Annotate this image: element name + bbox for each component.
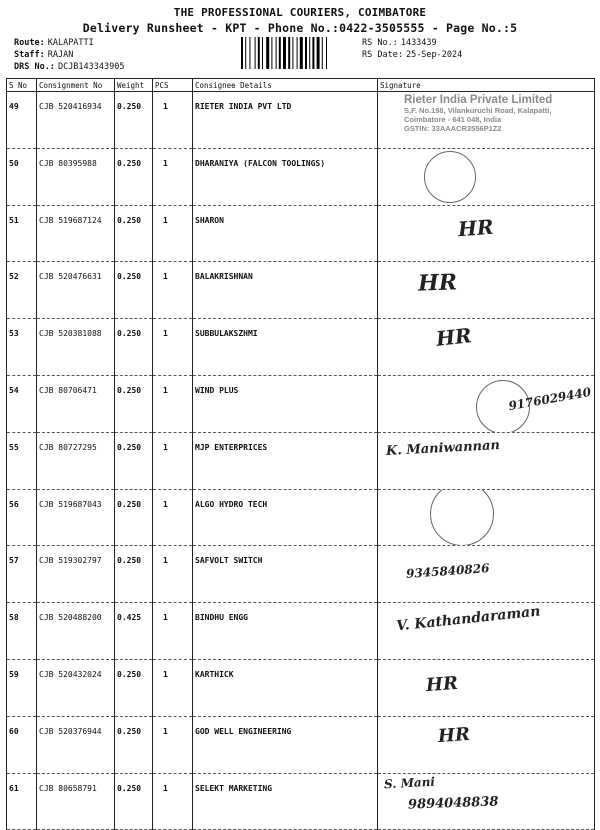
cell-pcs: 1 — [153, 262, 193, 319]
route-value: KALAPATTI — [47, 38, 94, 48]
handwritten-phone: 9894048838 — [407, 793, 499, 813]
cell-consignee: SHARON — [193, 205, 378, 262]
cell-consignee: SUBBULAKSZHMI — [193, 319, 378, 376]
col-header-consignee: Consignee Details — [193, 79, 378, 92]
rs-date-value: 25-Sep-2024 — [405, 50, 463, 60]
rs-date-line — [362, 50, 462, 60]
cell-weight: 0.250 — [115, 432, 153, 489]
cell-consignment: CJB 80658791 — [37, 773, 115, 830]
cell-consignee: ALGO HYDRO TECH — [193, 489, 378, 546]
col-header-consignment: Consignment No — [37, 79, 115, 92]
handwritten-signature: K. Maniwannan — [385, 437, 501, 459]
col-header-sno: S No — [7, 79, 37, 92]
cell-consignee: SAFVOLT SWITCH — [193, 546, 378, 603]
company-title: THE PROFESSIONAL COURIERS, COIMBATORE — [173, 6, 427, 19]
cell-consignment: CJB 520381088 — [37, 319, 115, 376]
cell-signature — [378, 659, 595, 716]
barcode-bar — [305, 37, 307, 69]
drs-line — [14, 62, 124, 72]
barcode-bar — [241, 37, 243, 69]
cell-sno: 57 — [7, 546, 37, 603]
cell-sno: 54 — [7, 375, 37, 432]
barcode-bar — [326, 37, 327, 69]
cell-pcs: 1 — [153, 375, 193, 432]
cell-consignee: RIETER INDIA PVT LTD — [193, 92, 378, 149]
cell-pcs: 1 — [153, 489, 193, 546]
barcode-bar — [312, 37, 314, 69]
table-row — [7, 375, 595, 432]
table-row — [7, 489, 595, 546]
cell-consignment: CJB 80706471 — [37, 375, 115, 432]
table-row — [7, 92, 595, 149]
rs-date-label: RS Date: — [362, 50, 403, 60]
cell-sno: 60 — [7, 716, 37, 773]
route-label: Route: — [14, 38, 45, 48]
cell-weight: 0.250 — [115, 148, 153, 205]
handwritten-signature: S. Mani — [383, 774, 436, 791]
cell-signature — [378, 148, 595, 205]
cell-consignment: CJB 520416934 — [37, 92, 115, 149]
barcode-bar — [309, 37, 310, 69]
cell-weight: 0.250 — [115, 319, 153, 376]
cell-consignment: CJB 519687043 — [37, 489, 115, 546]
cell-sno: 53 — [7, 319, 37, 376]
rieter-stamp-line1: S.F. No.198, Vilankuruchi Road, Kalapatti, — [404, 106, 552, 115]
handwritten-signature: V. Kathandaraman — [395, 603, 542, 635]
barcode-bar — [258, 37, 260, 69]
cell-consignee: KARTHICK — [193, 659, 378, 716]
barcode-bar — [283, 37, 286, 69]
cell-consignment: CJB 520476631 — [37, 262, 115, 319]
cell-signature — [378, 489, 595, 546]
cell-weight: 0.250 — [115, 205, 153, 262]
table-row — [7, 546, 595, 603]
cell-consignee: GOD WELL ENGINEERING — [193, 716, 378, 773]
cell-sno: 59 — [7, 659, 37, 716]
col-header-pcs: PCS — [153, 79, 193, 92]
cell-signature — [378, 319, 595, 376]
table-row — [7, 603, 595, 660]
barcode-bar — [288, 37, 290, 69]
staff-line — [14, 50, 73, 60]
cell-consignment: CJB 520432024 — [37, 659, 115, 716]
cell-signature — [378, 432, 595, 489]
table-row — [7, 262, 595, 319]
barcode-bar — [245, 37, 246, 69]
staff-label: Staff: — [14, 50, 45, 60]
cell-consignee: SELEKT MARKETING — [193, 773, 378, 830]
cell-weight: 0.250 — [115, 489, 153, 546]
company-seal — [424, 151, 476, 203]
table-row — [7, 432, 595, 489]
cell-sno: 49 — [7, 92, 37, 149]
barcode-bar — [276, 37, 277, 69]
cell-consignment: CJB 519687124 — [37, 205, 115, 262]
cell-signature — [378, 716, 595, 773]
barcode-bar — [255, 37, 256, 69]
cell-consignee: MJP ENTERPRICES — [193, 432, 378, 489]
cell-signature — [378, 262, 595, 319]
cell-sno: 52 — [7, 262, 37, 319]
cell-pcs: 1 — [153, 205, 193, 262]
cell-consignment: CJB 520488200 — [37, 603, 115, 660]
cell-consignee: BALAKRISHNAN — [193, 262, 378, 319]
cell-pcs: 1 — [153, 546, 193, 603]
cell-signature — [378, 773, 595, 830]
table-header-row — [7, 79, 595, 92]
cell-consignment: CJB 80727295 — [37, 432, 115, 489]
barcode-bar — [300, 37, 303, 69]
cell-sno: 55 — [7, 432, 37, 489]
rieter-stamp-line3: GSTIN: 33AAACR3556P1Z2 — [404, 124, 502, 133]
cell-consignee: BINDHU ENGG — [193, 603, 378, 660]
cell-sno: 56 — [7, 489, 37, 546]
handwritten-phone: 9345840826 — [405, 561, 490, 582]
rieter-stamp-name: Rieter India Private Limited — [404, 94, 553, 106]
table-row — [7, 148, 595, 205]
handwritten-signature: HR — [417, 269, 458, 298]
cell-consignee: WIND PLUS — [193, 375, 378, 432]
cell-weight: 0.425 — [115, 603, 153, 660]
drs-label: DRS No.: — [14, 62, 55, 72]
rieter-stamp-line2: Coimbatore - 641 048, India — [404, 115, 502, 124]
cell-signature — [378, 205, 595, 262]
handwritten-phone: 9176029440 — [507, 384, 593, 414]
rs-no-value: 1433439 — [400, 38, 437, 48]
cell-sno: 58 — [7, 603, 37, 660]
rs-no-label: RS No.: — [362, 38, 398, 48]
cell-sno: 50 — [7, 148, 37, 205]
handwritten-signature: HR — [457, 214, 495, 241]
cell-pcs: 1 — [153, 773, 193, 830]
cell-consignee: DHARANIYA (FALCON TOOLINGS) — [193, 148, 378, 205]
cell-weight: 0.250 — [115, 92, 153, 149]
rs-no-line — [362, 38, 437, 48]
barcode-bar — [297, 37, 298, 69]
cell-consignment: CJB 80395988 — [37, 148, 115, 205]
cell-signature — [378, 92, 595, 149]
cell-weight: 0.250 — [115, 546, 153, 603]
table-row — [7, 659, 595, 716]
col-header-weight: Weight — [115, 79, 153, 92]
barcode-bar — [322, 37, 323, 69]
handwritten-signature: HR — [434, 323, 473, 351]
cell-weight: 0.250 — [115, 262, 153, 319]
handwritten-signature: HR — [437, 723, 471, 747]
table-row — [7, 319, 595, 376]
staff-value: RAJAN — [47, 50, 74, 60]
cell-signature — [378, 375, 595, 432]
cell-pcs: 1 — [153, 716, 193, 773]
table-row — [7, 716, 595, 773]
table-row — [7, 205, 595, 262]
cell-sno: 51 — [7, 205, 37, 262]
barcode — [240, 37, 352, 69]
runsheet-subtitle: Delivery Runsheet - KPT - Phone No.:0422-3505555 - Page No.:5 — [82, 21, 518, 35]
cell-pcs: 1 — [153, 432, 193, 489]
cell-signature — [378, 546, 595, 603]
barcode-bar — [271, 37, 272, 69]
cell-pcs: 1 — [153, 659, 193, 716]
cell-weight: 0.250 — [115, 375, 153, 432]
cell-weight: 0.250 — [115, 659, 153, 716]
barcode-bar — [249, 37, 250, 69]
route-line — [14, 38, 94, 48]
barcode-bar — [262, 37, 263, 69]
barcode-bar — [317, 37, 320, 69]
cell-consignment: CJB 520376944 — [37, 716, 115, 773]
runsheet-table — [6, 78, 595, 830]
barcode-bar — [279, 37, 281, 69]
cell-pcs: 1 — [153, 148, 193, 205]
cell-pcs: 1 — [153, 603, 193, 660]
cell-pcs: 1 — [153, 92, 193, 149]
barcode-bar — [266, 37, 269, 69]
cell-weight: 0.250 — [115, 773, 153, 830]
handwritten-signature: HR — [425, 672, 459, 697]
cell-sno: 61 — [7, 773, 37, 830]
rieter-stamp — [404, 94, 584, 133]
cell-pcs: 1 — [153, 319, 193, 376]
col-header-signature: Signature — [378, 79, 595, 92]
company-seal — [430, 489, 494, 546]
cell-consignment: CJB 519302797 — [37, 546, 115, 603]
cell-weight: 0.250 — [115, 716, 153, 773]
drs-value: DCJB143343905 — [57, 62, 125, 72]
table-row — [7, 773, 595, 830]
cell-signature — [378, 603, 595, 660]
barcode-bar — [292, 37, 293, 69]
